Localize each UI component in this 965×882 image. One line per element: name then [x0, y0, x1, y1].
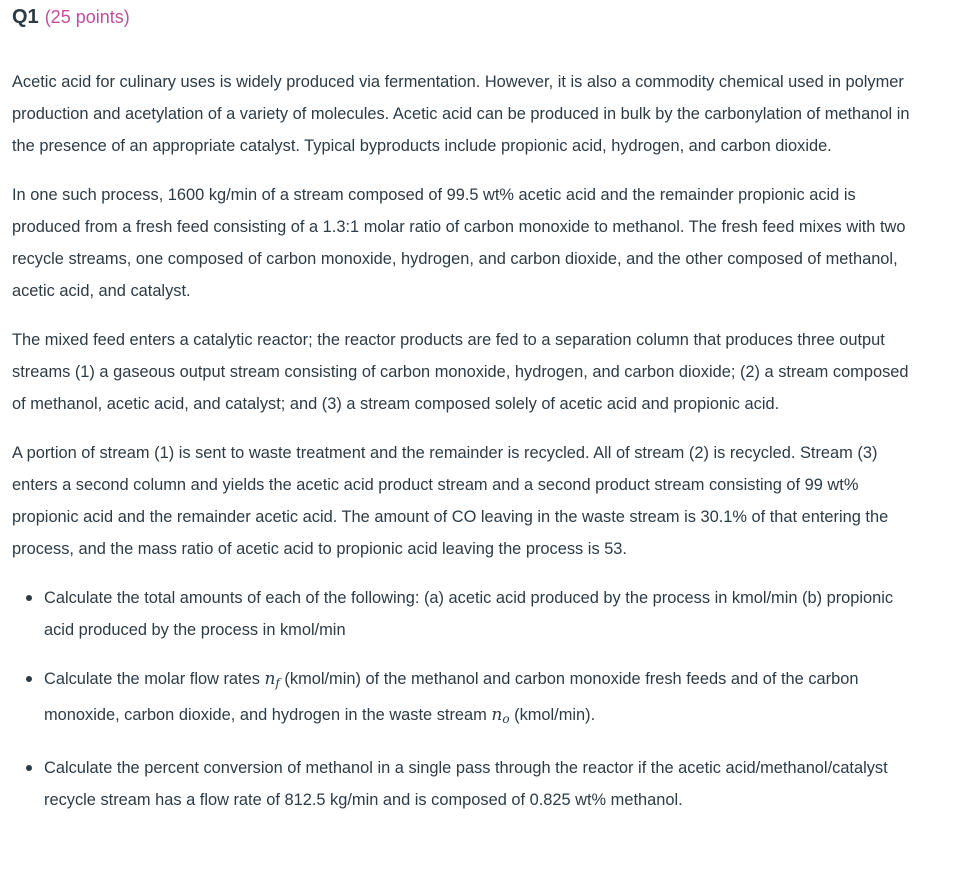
math-symbol: n	[264, 669, 276, 689]
math-variable-no	[491, 705, 509, 725]
task-text-part: Calculate the molar flow rates	[44, 670, 265, 688]
paragraph-reactor: The mixed feed enters a catalytic reactor; the reactor products are fed to a separation column that produces three output streams (1) a gaseous output stream consisting of carbon monoxide, hydrogen, and carbon dioxide; (2) a stream composed of methanol, acetic acid, and catalyst; and (3) a stream composed solely of acetic acid and propionic acid.	[12, 331, 909, 413]
task-item-flow-rates	[44, 663, 925, 735]
math-variable-nf	[264, 669, 279, 689]
task-text-part: (kmol/min) of the methanol and carbon monoxide fresh feeds and of the carbon monoxide, carbon dioxide, and hydrogen in the waste stream	[44, 670, 859, 724]
bullet-icon	[26, 676, 32, 682]
paragraph-process: In one such process, 1600 kg/min of a stream composed of 99.5 wt% acetic acid and the remainder propionic acid is produced from a fresh feed consisting of a 1.3:1 molar ratio of carbon monoxide to methanol. The fresh feed mixes with two recycle streams, one composed of carbon monoxide, hydrogen, and carbon dioxide, and the other composed of methanol, acetic acid, and catalyst.	[12, 186, 906, 300]
bullet-icon	[26, 595, 32, 601]
math-subscript: o	[502, 712, 510, 726]
question-body	[12, 66, 925, 816]
task-list	[12, 582, 925, 816]
math-subscript: f	[275, 676, 280, 690]
task-item-amounts	[44, 582, 925, 646]
math-symbol: n	[491, 705, 503, 725]
question-header	[12, 0, 925, 46]
question-title: Q1	[12, 6, 39, 28]
task-text: Calculate the percent conversion of methanol in a single pass through the reactor if the acetic acid/methanol/catalyst recycle stream has a flow rate of 812.5 kg/min and is composed of 0.825 wt% methanol.	[44, 759, 888, 809]
question-points: (25 points)	[44, 7, 130, 27]
bullet-icon	[26, 765, 32, 771]
paragraph-recycle: A portion of stream (1) is sent to waste treatment and the remainder is recycled. All of stream (2) is recycled. Stream (3) enters a second column and yields the acetic acid product stream and a second product stream consisting of 99 wt% propionic acid and the remainder acetic acid. The amount of CO leaving in the waste stream is 30.1% of that entering the process, and the mass ratio of acetic acid to propionic acid leaving the process is 53.	[12, 444, 889, 558]
paragraph-intro: Acetic acid for culinary uses is widely produced via fermentation. However, it is also a commodity chemical used in polymer production and acetylation of a variety of molecules. Acetic acid can be produced in bulk by the carbonylation of methanol in the presence of an appropriate catalyst. Typical byproducts include propionic acid, hydrogen, and carbon dioxide.	[12, 73, 910, 155]
task-text: Calculate the total amounts of each of the following: (a) acetic acid produced by the process in kmol/min (b) propionic acid produced by the process in kmol/min	[44, 589, 894, 639]
task-text-part: (kmol/min).	[509, 706, 596, 724]
task-item-conversion	[44, 752, 925, 816]
